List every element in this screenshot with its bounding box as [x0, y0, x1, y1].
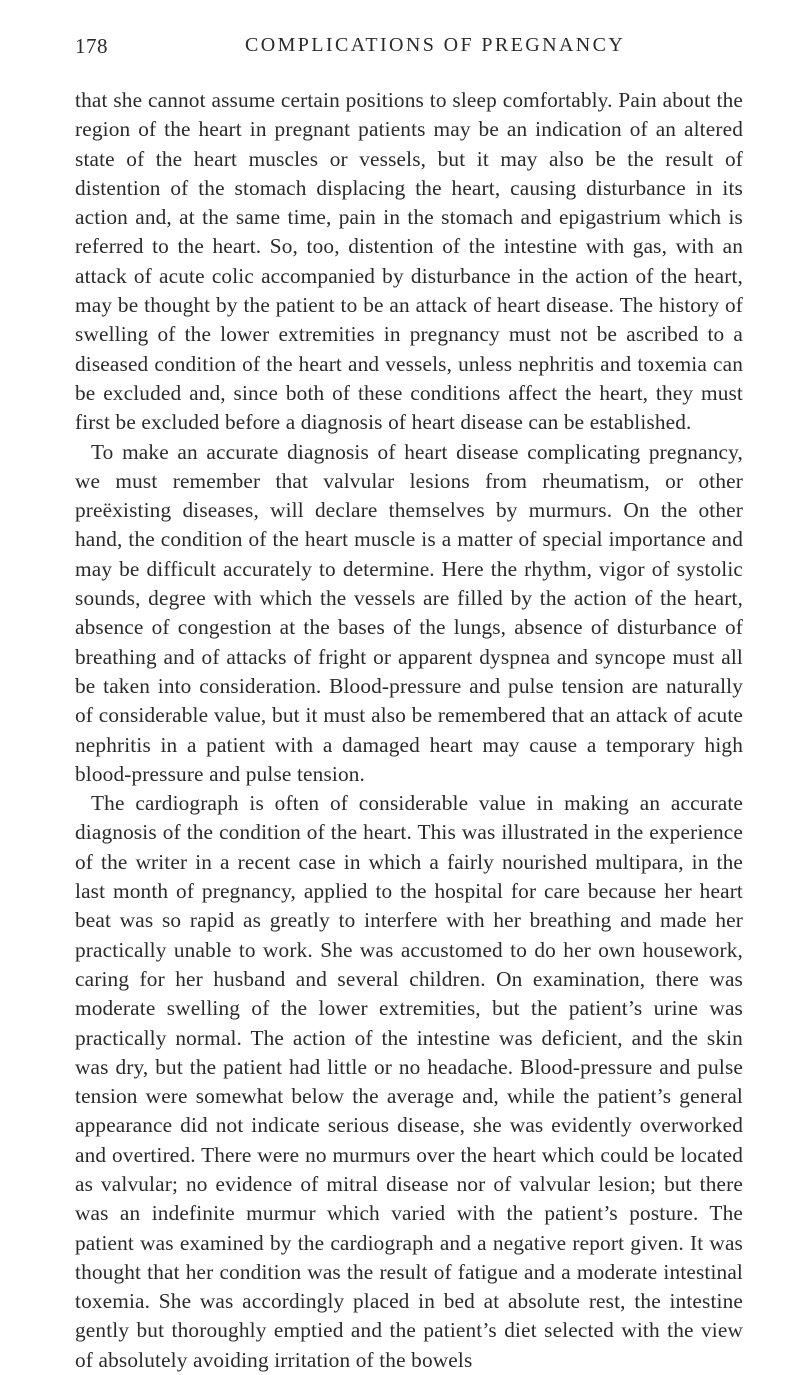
body-text: [75, 86, 743, 1375]
paragraph-diagnosis: To make an accurate diagnosis of heart disease complicating pregnancy, we must remember that valvular lesions from rheumatism, or other preëxisting diseases, will declare themselves by murmurs. On the other hand, the condition of the heart muscle is a matter of special importance and may be difficult accurately to determine. Here the rhythm, vigor of systolic sounds, degree with which the vessels are filled by the action of the heart, absence of congestion at the bases of the lungs, absence of disturbance of breathing and of attacks of fright or apparent dyspnea and syncope must all be taken into consideration. Blood-pressure and pulse tension are naturally of considerable value, but it must also be remembered that an attack of acute nephritis in a patient with a damaged heart may cause a temporary high blood-pressure and pulse tension.: [75, 439, 743, 786]
running-head: COMPLICATIONS OF PREGNANCY: [245, 34, 626, 56]
page-number: 178: [75, 34, 108, 58]
page-header: [75, 30, 743, 64]
paragraph-cardiograph: The cardiograph is often of considerable value in making an accurate diagnosis of the condition of the heart. This was illustrated in the experience of the writer in a recent case in which a fairly nourished multipara, in the last month of pregnancy, applied to the hospital for care because her heart beat was so rapid as greatly to interfere with her breathing and made her practically unable to work. She was accustomed to do her own housework, caring for her husband and several children. On examination, there was moderate swelling of the lower extremities, but the patient’s urine was practically normal. The action of the intestine was deficient, and the skin was dry, but the patient had little or no headache. Blood-pressure and pulse tension were somewhat below the average and, while the patient’s general appearance did not indicate serious disease, she was evidently overworked and overtired. There were no murmurs over the heart which could be located as valvular; no evidence of mitral disease nor of valvular lesion; but there was an indefinite murmur which varied with the patient’s posture. The patient was examined by the cardiograph and a negative report given. It was thought that her condition was the result of fatigue and a moderate intestinal toxemia. She was accordingly placed in bed at absolute rest, the intestine gently but thoroughly emptied and the patient’s diet selected with the view of absolutely avoiding irritation of the bowels: [75, 791, 743, 1372]
book-page: [75, 30, 743, 1375]
paragraph-continued: that she cannot assume certain positions to sleep comfortably. Pain about the region of the heart in pregnant patients may be an indication of an altered state of the heart muscles or vessels, but it may also be the result of distention of the stomach displacing the heart, causing disturbance in its action and, at the same time, pain in the stomach and epigastrium which is referred to the heart. So, too, distention of the intestine with gas, with an attack of acute colic accompanied by disturbance in the action of the heart, may be thought by the patient to be an attack of heart disease. The history of swelling of the lower extremities in pregnancy must not be ascribed to a diseased condition of the heart and vessels, unless nephritis and toxemia can be excluded and, since both of these conditions affect the heart, they must first be excluded before a diagnosis of heart disease can be established.: [75, 88, 743, 435]
